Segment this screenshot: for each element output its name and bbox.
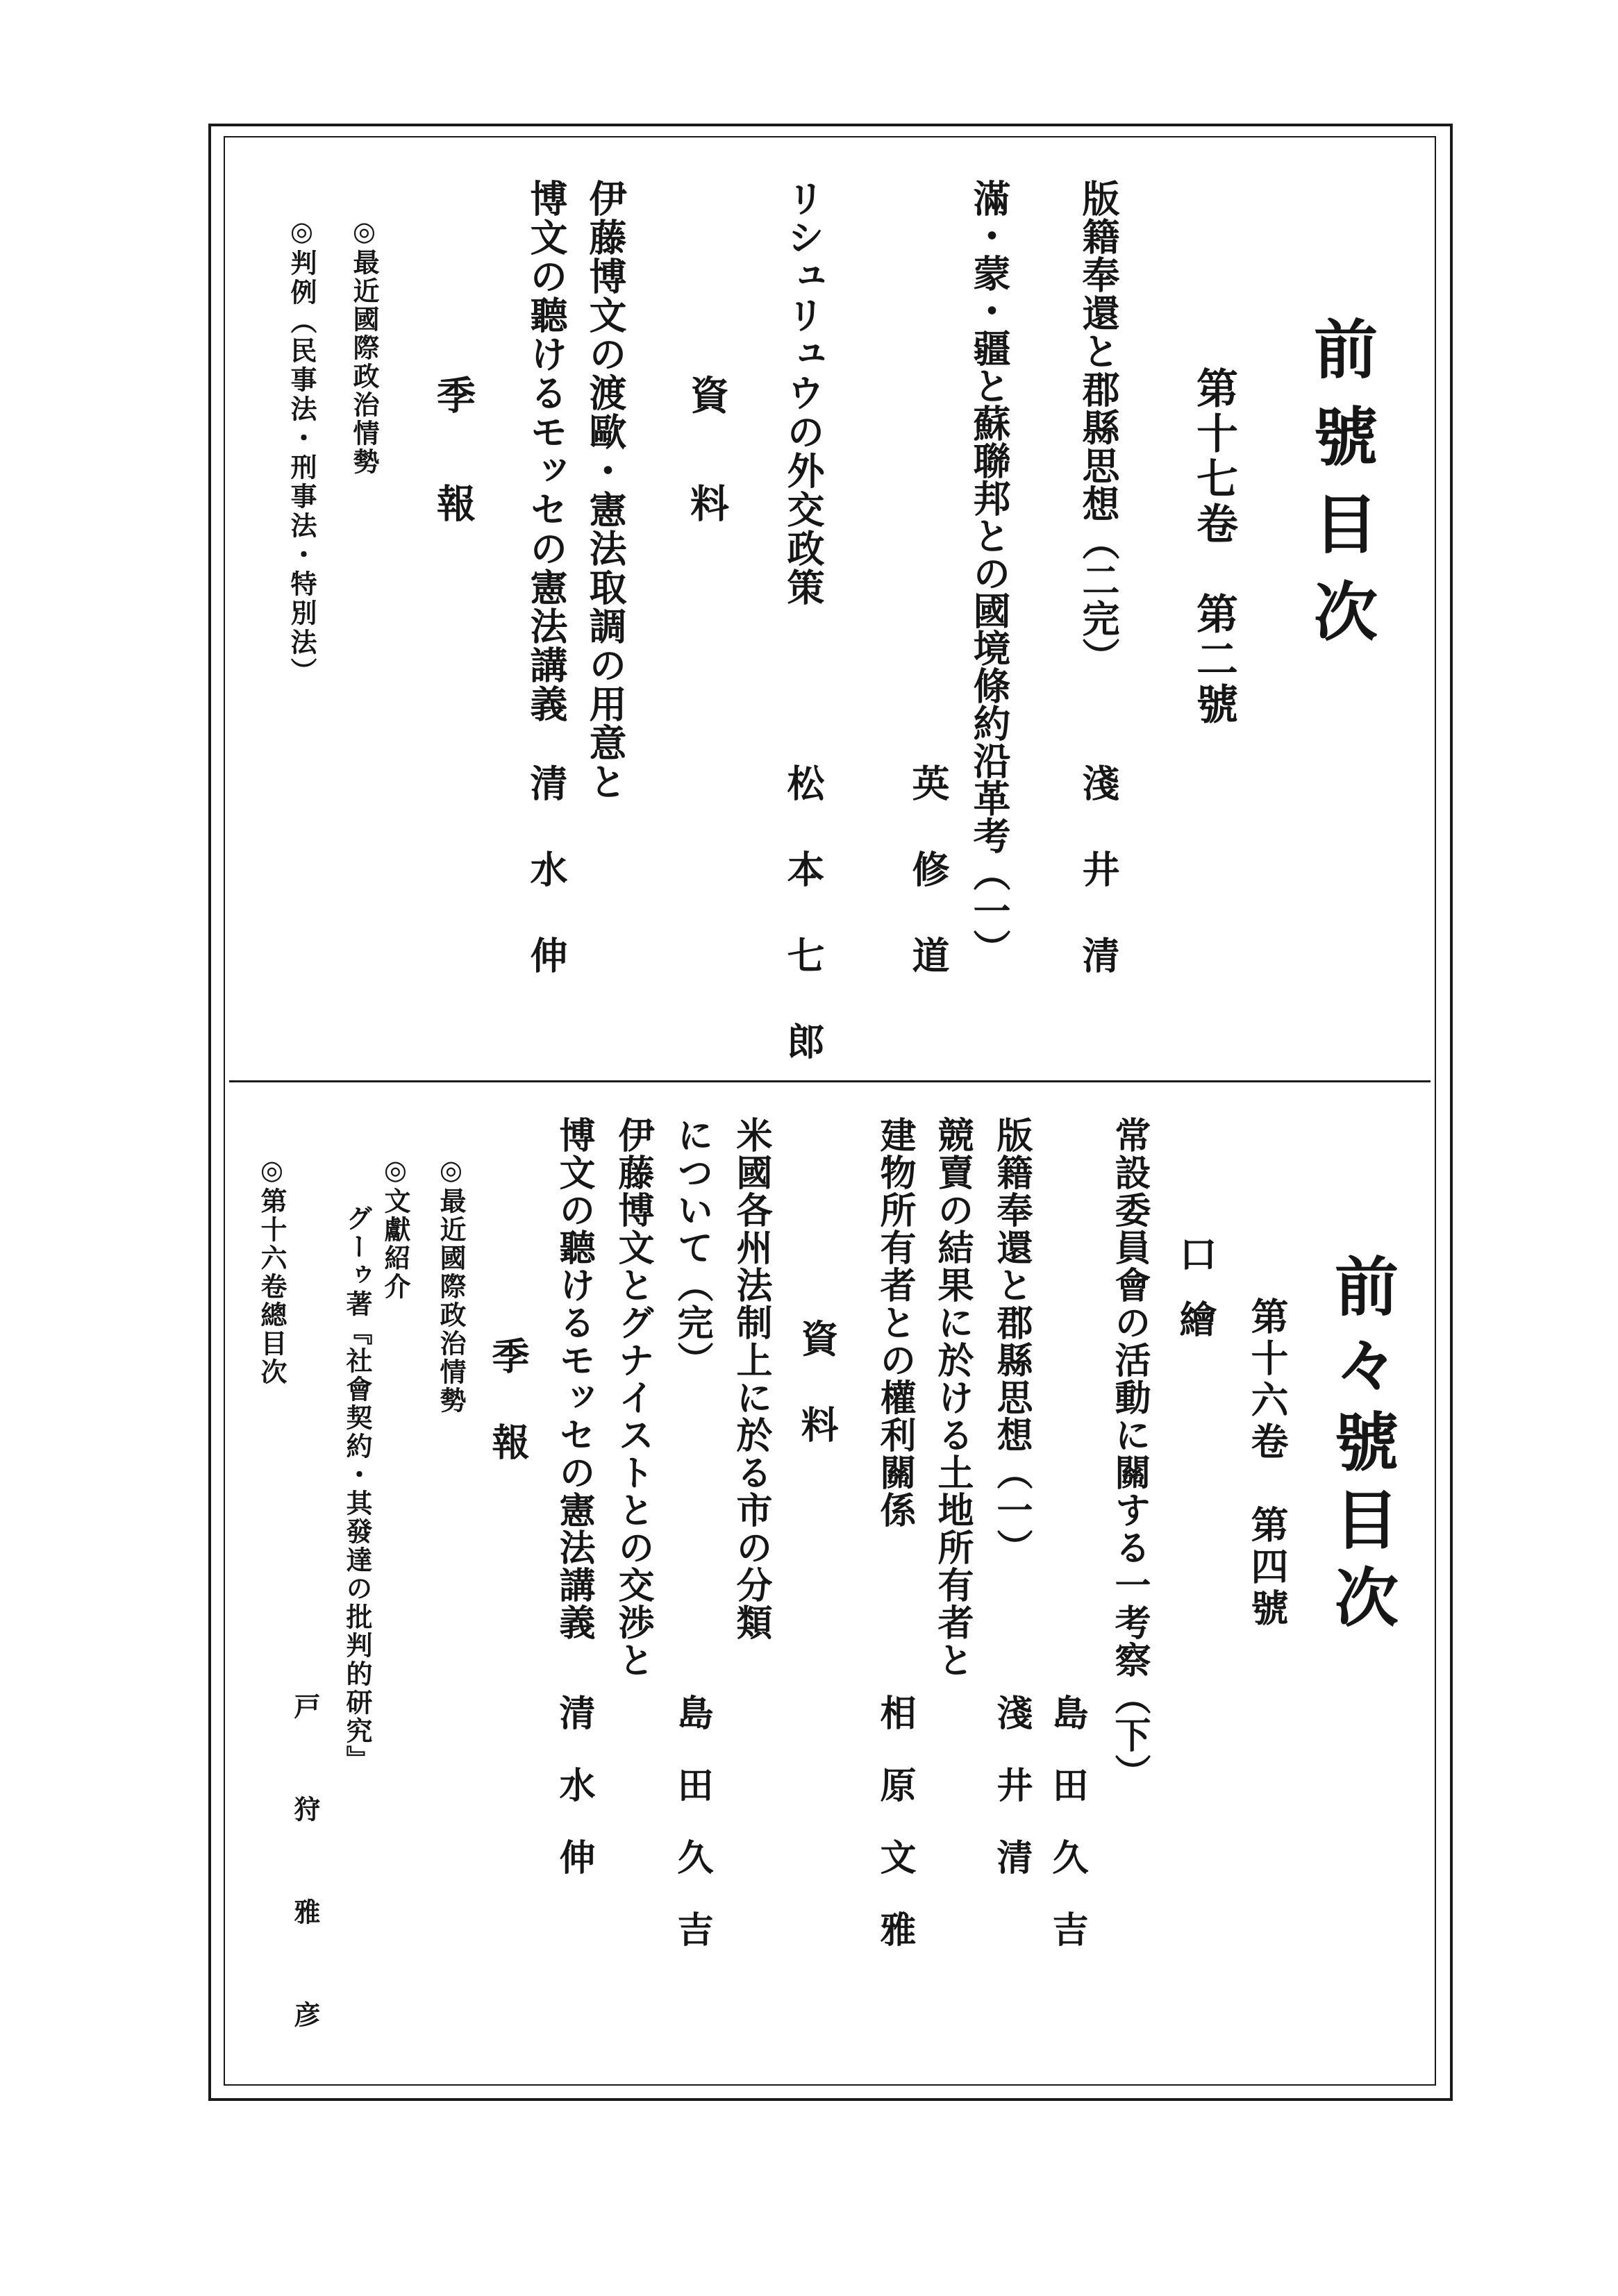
quarterly-item: ◎第十六卷總目次 xyxy=(256,1154,287,1386)
source-title: 博文の聽けるモッセの憲法講義 xyxy=(553,1116,595,1641)
article-author: 淺井清 xyxy=(990,1694,1033,1911)
article-title: 競賣の結果に於ける土地所有者と xyxy=(931,1116,974,1679)
article-title: 常設委員會の活動に關する一考察（下） xyxy=(1108,1116,1151,1791)
article-title: 版籍奉還と郡縣思想（一） xyxy=(990,1116,1033,1566)
quarterly-item: ◎最近國際政治情勢 xyxy=(435,1154,467,1415)
source-title: 博文の聽けるモッセの憲法講義 xyxy=(524,179,569,723)
page-border-inner xyxy=(224,136,1436,2086)
review-author: 戸狩雅彦 xyxy=(290,1693,321,2104)
sources-heading: 資料 xyxy=(684,375,730,592)
source-author: 島田久吉 xyxy=(671,1694,713,1983)
editorial-heading: 口繪 xyxy=(1174,1234,1218,1365)
article-title: 建物所有者との權利關係 xyxy=(874,1116,916,1529)
article-author: 淺井清 xyxy=(1076,764,1121,1022)
source-author: 清水伸 xyxy=(524,764,569,1022)
article-title: 版籍奉還と郡縣思想（二完） xyxy=(1076,179,1121,676)
quarterly-item: ◎文獻紹介 xyxy=(380,1154,411,1301)
article-author: 島田久吉 xyxy=(1046,1694,1088,1983)
section-divider xyxy=(229,1080,1431,1082)
sources-heading: 資料 xyxy=(795,1319,840,1491)
source-author: 清水伸 xyxy=(553,1694,595,1911)
article-author: 英修道 xyxy=(906,764,951,1022)
quarterly-heading: 季報 xyxy=(486,1336,531,1509)
source-title: 米國各州法制上に於る市の分類 xyxy=(730,1116,772,1641)
source-title: 伊藤博文とグナイストとの交渉と xyxy=(612,1116,654,1679)
quarterly-item: ◎判例（民事法・刑事法・特別法） xyxy=(286,215,317,687)
source-title: 伊藤博文の渡歐・憲法取調の用意と xyxy=(583,179,628,801)
article-author: 相原文雅 xyxy=(874,1694,916,1983)
article-author: 松本七郎 xyxy=(781,764,826,1108)
toc-heading: 前號目次 xyxy=(1303,316,1378,666)
volume-number: 第十七卷 第二號 xyxy=(1190,367,1238,728)
review-title: グーゥ著『社會契約・其發達の批判的研究』 xyxy=(342,1205,373,1774)
volume-number: 第十六卷 第四號 xyxy=(1245,1297,1290,1630)
quarterly-item: ◎最近國際政治情勢 xyxy=(349,215,380,476)
toc-heading: 前々號目次 xyxy=(1324,1253,1399,1642)
article-title: リシュリュウの外交政策 xyxy=(781,179,826,607)
article-title: 滿・蒙・疆と蘇聯邦との國境條約沿革考（一） xyxy=(967,179,1012,966)
source-title: について（完） xyxy=(671,1116,713,1379)
quarterly-heading: 季報 xyxy=(431,375,476,592)
